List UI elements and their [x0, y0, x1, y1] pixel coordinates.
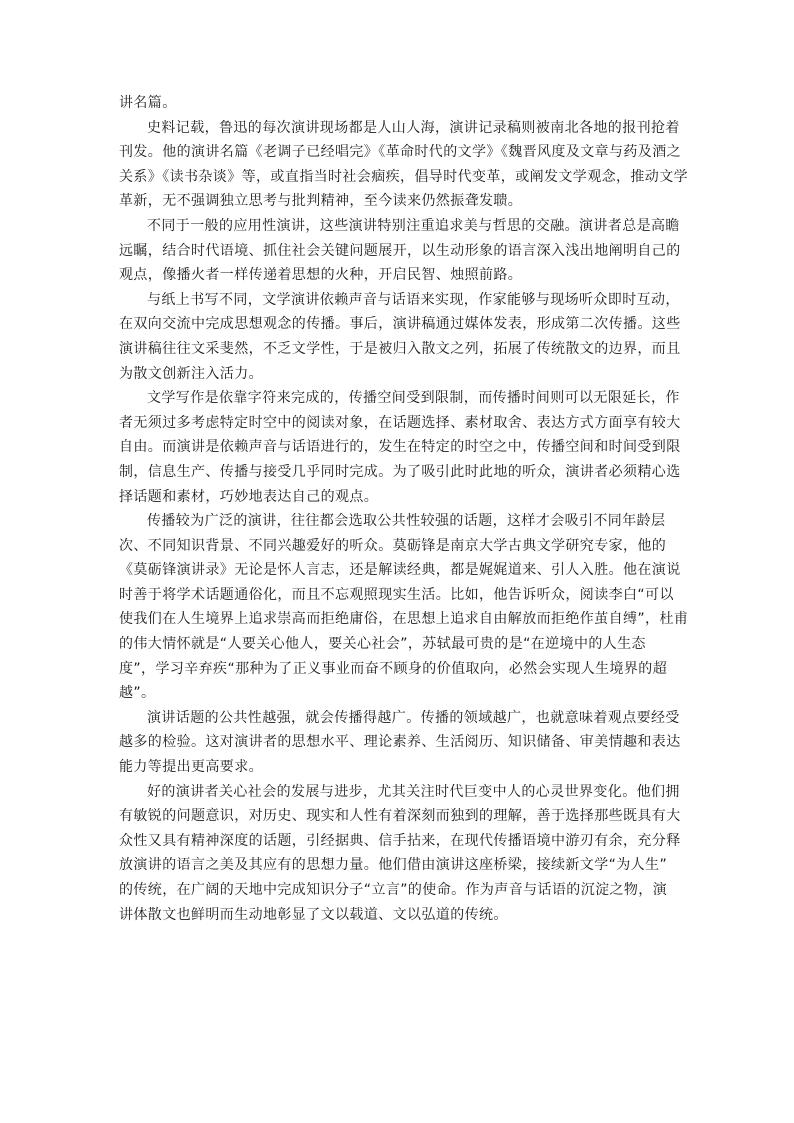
text-line: 讲体散文也鲜明而生动地彰显了文以载道、文以弘道的传统。	[119, 906, 508, 923]
text-line: 越多的检验。这对演讲者的思想水平、理论素养、生活阅历、知识储备、审美情趣和表达	[119, 734, 681, 751]
text-line: 好的演讲者关心社会的发展与进步，尤其关注时代巨变中人的心灵世界变化。他们拥	[147, 783, 680, 800]
text-line: 能力等提出更高要求。	[119, 759, 263, 776]
text-line: 传播较为广泛的演讲，往往都会选取公共性较强的话题，这样才会吸引不同年龄层	[147, 513, 666, 530]
text-line: 次、不同知识背景、不同兴趣爱好的听众。莫砺锋是南京大学古典文学研究专家，他的	[119, 537, 667, 554]
text-line: 演讲稿往往文采斐然，不乏文学性，于是被归入散文之列，拓展了传统散文的边界，而且	[119, 340, 681, 357]
text-line: 择话题和素材，巧妙地表达自己的观点。	[119, 488, 379, 505]
text-line: 有敏锐的问题意识，对历史、现实和人性有着深刻而独到的理解，善于选择那些既具有大	[119, 808, 681, 825]
text-line: 远瞩，结合时代语境、抓住社会关键问题展开，以生动形象的语言深入浅出地阐明自己的	[119, 242, 681, 259]
text-line: 观点，像播火者一样传递着思想的火种，开启民智、烛照前路。	[119, 267, 523, 284]
paragraph	[119, 509, 689, 706]
paragraph	[119, 91, 675, 116]
paragraph	[119, 288, 681, 386]
text-line: 者无须过多考虑特定时空中的阅读对象，在话题选择、素材取舍、表达方式方面享有较大	[119, 414, 681, 431]
text-line: 的伟大情怀就是“人要关心他人，要关心社会”，苏轼最可贵的是“在逆境中的人生态	[119, 636, 646, 653]
paragraph	[119, 386, 681, 509]
text-line: 在双向交流中完成思想观念的传播。事后，演讲稿通过媒体发表，形成第二次传播。这些	[119, 316, 681, 333]
text-line: 越”。	[119, 685, 156, 702]
text-line: 史料记载，鲁迅的每次演讲现场都是人山人海，演讲记录稿则被南北各地的报刊抢着	[147, 119, 680, 136]
text-line: 革新，无不强调独立思考与批判精神，至今读来仍然振聋发聩。	[119, 193, 523, 210]
paragraph	[119, 780, 681, 928]
text-line: 度”，学习辛弃疾“那种为了正义事业而奋不顾身的价值取向，必然会实现人生境界的超	[119, 660, 668, 677]
text-line: 《莫砺锋演讲录》无论是怀人言志，还是解读经典，都是娓娓道来、引人入胜。他在演说	[119, 562, 681, 579]
text-line: 使我们在人生境界上追求崇高而拒绝庸俗，在思想上追求自由解放而拒绝作茧自缚”，杜甫	[119, 611, 689, 628]
text-line: 为散文创新注入活力。	[119, 365, 263, 382]
text-line: 制，信息生产、传播与接受几乎同时完成。为了吸引此时此地的听众，演讲者必须精心选	[119, 463, 681, 480]
text-line: 不同于一般的应用性演讲，这些演讲特别注重追求美与哲思的交融。演讲者总是高瞻	[147, 217, 680, 234]
paragraph	[119, 214, 681, 288]
text-line: 的传统，在广阔的天地中完成知识分子“立言”的使命。作为声音与话语的沉淀之物，演	[119, 882, 668, 898]
text-line: 刊发。他的演讲名篇《老调子已经唱完》《革命时代的文学》《魏晋风度及文章与药及酒之	[119, 144, 681, 161]
paragraph	[119, 706, 681, 780]
text-line: 时善于将学术话题通俗化，而且不忘观照现实生活。比如，他告诉听众，阅读李白“可以	[119, 586, 674, 603]
text-line: 众性又具有精神深度的话题，引经据典、信手拈来，在现代传播语境中游刃有余，充分释	[119, 832, 681, 849]
paragraph	[119, 116, 688, 214]
text-line: 关系》《读书杂谈》等，或直指当时社会痼疾，倡导时代变革，或阐发文学观念，推动文学	[119, 168, 688, 185]
article-body	[119, 91, 689, 927]
text-line: 放演讲的语言之美及其应有的思想力量。他们借由演讲这座桥梁，接续新文学“为人生”	[119, 857, 668, 874]
text-line: 文学写作是依靠字符来完成的，传播空间受到限制，而传播时间则可以无限延长，作	[147, 390, 680, 407]
text-line: 演讲话题的公共性越强，就会传播得越广。传播的领域越广，也就意味着观点要经受	[147, 709, 680, 726]
text-line: 与纸上书写不同，文学演讲依赖声音与话语来实现，作家能够与现场听众即时互动，	[147, 291, 680, 308]
text-line: 讲名篇。	[119, 95, 177, 111]
text-line: 自由。而演讲是依赖声音与话语进行的，发生在特定的时空之中，传播空间和时间受到限	[119, 439, 681, 456]
